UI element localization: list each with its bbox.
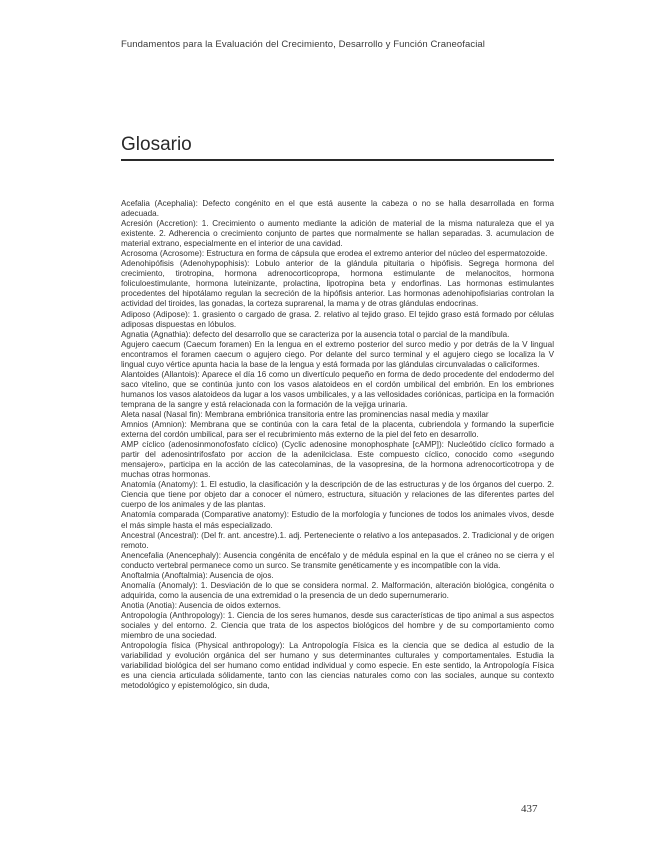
glossary-entry: Antropología (Anthropology): 1. Ciencia de los seres humanos, desde sus características de tipo animal a sus aspectos sociales y del entorno. 2. Ciencia que trata de los aspectos biológicos del hombre y de su comportamiento como miembro de una sociedad. [121, 610, 554, 641]
glossary-entry: Alantoides (Allantois): Aparece el día 16 como un divertículo pequeño en forma de dedo procedente del endodermo del saco vitelino, que se continúa junto con los vasos alatoideos en el cordón umbilical del embrión. En los embriones humanos los vasos alatoideos da lugar a los vasos umbilicales, y a las vellosidades coriónicas, participa en la formación temprana de la sangre y está relacionada con la formación de la vejiga urinaria. [121, 369, 554, 409]
glossary-entry: Adenohipófisis (Adenohypophisis): Lobulo anterior de la glándula pituitaria o hipófisis. Segrega hormona del crecimiento, tirotropina, hormona adrenocorticopropa, hormona estimulante de melanocitos, hormona foliculoestimulante, hormona luteinizante, prolactina, lipotropina beta y endorfinas. Las hormonas estimulantes procedentes del hipotálamo regulan la secreción de la hipófisis anterior. Las hormonas adenohipofisiarias controlan la actividad del tiroides, las gonadas, la corteza suprarenal, la mama y de otras glándulas endocrinas. [121, 259, 554, 309]
glossary-entry: Anencefalia (Anencephaly): Ausencia congénita de encéfalo y de médula espinal en la que el cráneo no se cierra y el conducto vertebral permanece como un surco. Se transmite genéticamente y es incompatible con la vida. [121, 550, 554, 570]
glossary-entry: Aleta nasal (Nasal fin): Membrana embriónica transitoria entre las prominencias nasal media y maxilar [121, 409, 489, 419]
running-header: Fundamentos para la Evaluación del Crecimiento, Desarrollo y Función Craneofacial [121, 39, 486, 50]
glossary-entry: Acrosoma (Acrosome): Estructura en forma de cápsula que erodea el extremo anterior del núcleo del espermatozoide. [121, 249, 548, 259]
page-number: 437 [521, 803, 538, 815]
glossary-entry: Anatomía (Anatomy): 1. El estudio, la clasificación y la descripción de de las estructuras y de los órganos del cuerpo. 2. Ciencia que tiene por objeto dar a conocer el número, estructura, situación y relaciones de las diferentes partes del cuerpo de los animales y de las plantas. [121, 480, 554, 510]
glossary-entry: Anomalía (Anomaly): 1. Desviación de lo que se considera normal. 2. Malformación, alteración biológica, congénita o adquirida, como la ausencia de una extremidad o la presencia de un dedo supernumerario. [121, 580, 554, 600]
glossary-entry: Adiposo (Adipose): 1. grasiento o cargado de grasa. 2. relativo al tejido graso. El tejido graso está formado por células adiposas dispuestas en lóbulos. [121, 309, 554, 329]
page-title: Glosario [121, 134, 192, 155]
glossary-entry: AMP cíclico (adenosinmonofosfato cíclico) (Cyclic adenosine monophosphate [cAMP]): Nucleótido cíclico formado a partir del adenosintrifosfato por accion de la adenilciclasa. Este compuesto cíclico, conocido como «segundo mensajero», participa en la acción de las catecolaminas, de la vasopresina, de la hormona adrenocorticotropa y de muchas otras hormonas. [121, 440, 554, 480]
glossary-body [121, 199, 554, 691]
glossary-entry: Ancestral (Ancestral): (Del fr. ant. ancestre).1. adj. Perteneciente o relativo a los antepasados. 2. Tradicional y de origen remoto. [121, 530, 554, 550]
glossary-entry: Amnios (Amnion): Membrana que se continúa con la cara fetal de la placenta, cubriendola y formando la superficie externa del cordón umbilical, para ser el recubrimiento más externo de la piel del feto en desarrollo. [121, 420, 554, 440]
glossary-entry: Anotia (Anotia): Ausencia de oidos externos. [121, 600, 281, 610]
glossary-entry: Anoftalmia (Anoftalmia): Ausencia de ojos. [121, 570, 274, 580]
glossary-entry: Acefalia (Acephalia): Defecto congénito en el que está ausente la cabeza o no se halla desarrollada en forma adecuada. [121, 199, 554, 219]
glossary-entry: Anatomía comparada (Comparative anatomy): Estudio de la morfología y funciones de todos los animales vivos, desde el más simple hasta el más especializado. [121, 510, 554, 530]
glossary-entry: Acresión (Accretion): 1. Crecimiento o aumento mediante la adición de material de la misma naturaleza que el ya existente. 2. Adherencia o crecimiento conjunto de partes que normalmente se hallan separadas. 3. acumulacion de material extrano, especialmente en el interior de una cavidad. [121, 219, 554, 249]
title-rule [121, 159, 554, 161]
glossary-entry: Agujero caecum (Caecum foramen) En la lengua en el extremo posterior del surco medio y por detrás de la V lingual encontramos el foramen caecum o agujero ciego. Por delante del surco terminal y el agujero ciego se localiza la V lingual cuyo vértice apunta hacia la base de la lengua y está formada por las glándulas circunvaladas o caliciformes. [121, 339, 554, 369]
glossary-entry: Agnatia (Agnathia): defecto del desarrollo que se caracteriza por la ausencia total o parcial de la mandíbula. [121, 329, 510, 339]
glossary-entry: Antropología física (Physical anthropology): La Antropología Física es la ciencia que se dedica al estudio de la variabilidad y evolución orgánica del ser humano y sus determinantes culturales y comportamentales. Estudia la variabilidad biológica del ser humano como entidad individual y como especie. En este sentido, la Antropología Física es una ciencia articulada sólidamente, tanto con las ciencias naturales como con las sociales, aunque su contexto metodológico y epistemológico, sin duda, [121, 641, 554, 691]
